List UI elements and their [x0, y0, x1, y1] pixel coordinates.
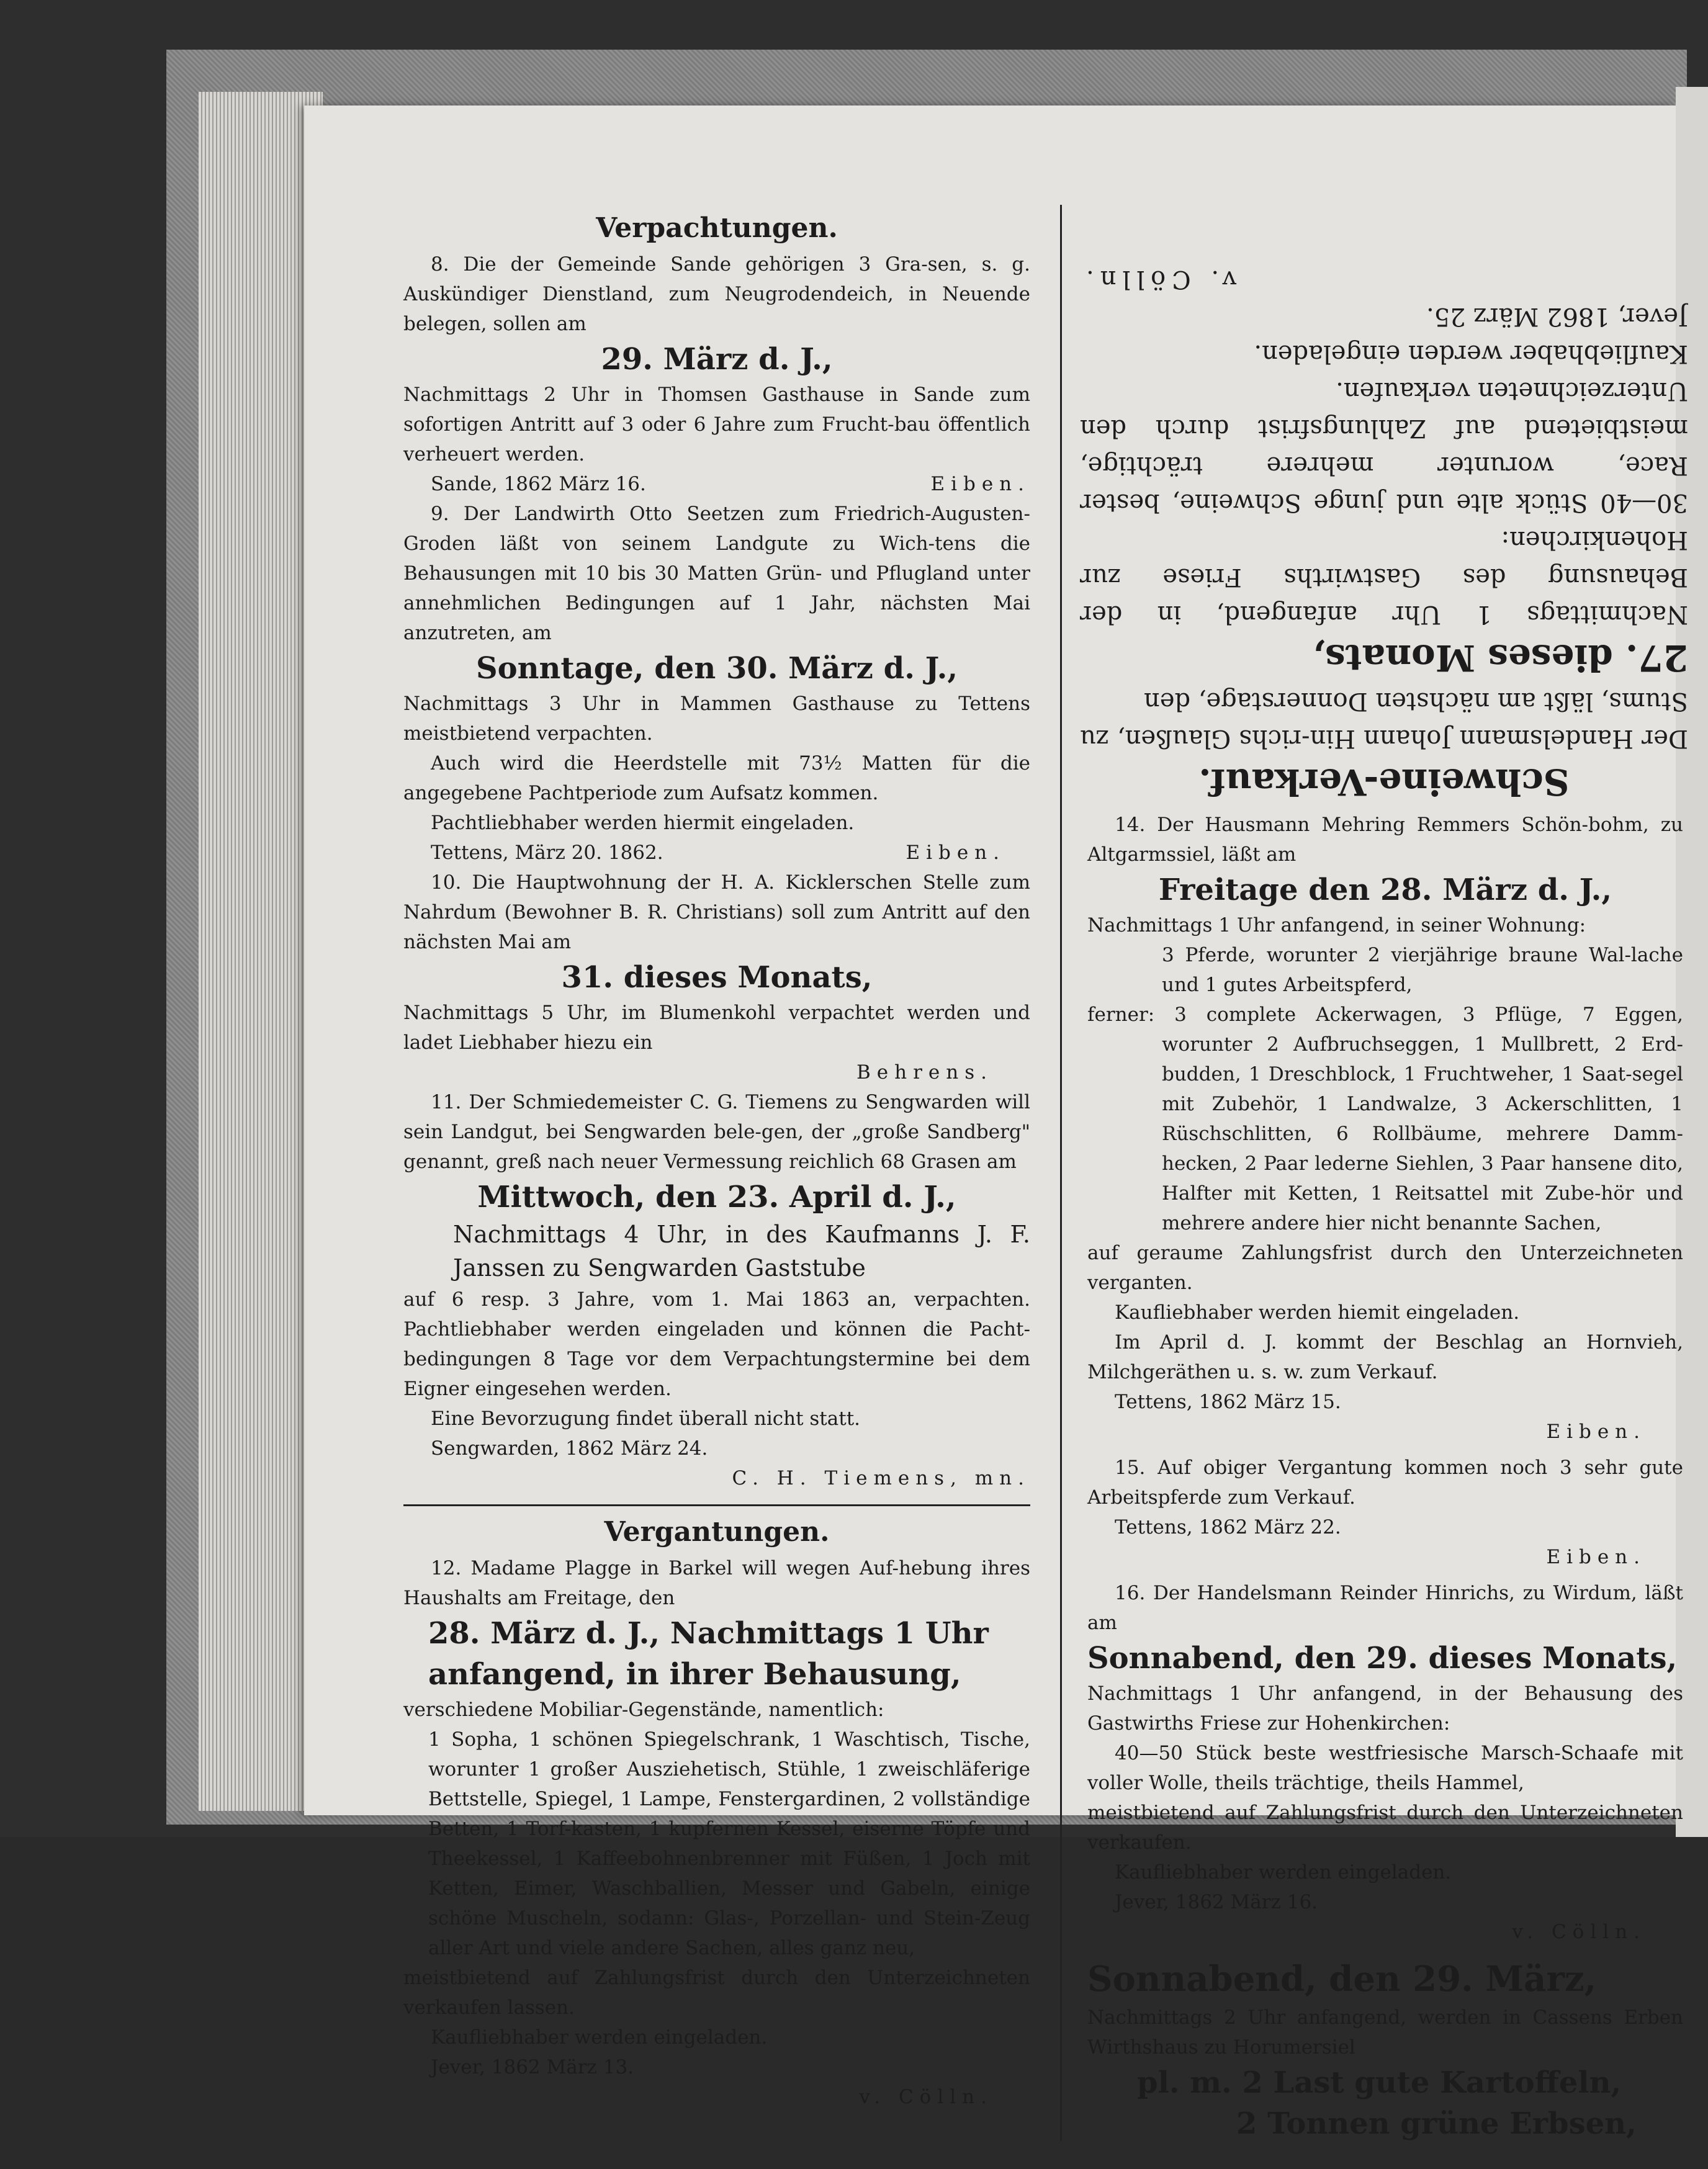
notice-14-time: Nachmittags 1 Uhr anfangend, in seiner Wohnung: [1087, 914, 1586, 936]
notice-8-place [403, 469, 1030, 499]
notice-8-body: 8. Die der Gemeinde Sande gehörigen 3 Gra-sen, s. g. Auskündiger Dienstland, zum Neugrodendeich, in Neuende belegen, sollen am [403, 253, 1030, 335]
notice-8-place-date: Sande, 1862 März 16. [431, 473, 646, 495]
notice-8-signature: Eiben. [930, 473, 1030, 495]
notice-17-potatoes: pl. m. 2 Last gute Kartoffeln, [1137, 2065, 1622, 2100]
flipped-place: Jever, 1862 März 25. [1426, 302, 1688, 331]
flipped-signature: v. Cölln. [1080, 265, 1237, 294]
notice-9-body: 9. Der Landwirth Otto Seetzen zum Friedrich-Augusten-Groden läßt von seinem Landgute zu Wich-tens die Behausungen mit 10 bis 30 Matten Grün- und Pflugland unter annehmlichen Bedingungen auf 1 Jahr, nächsten Mai anzutreten, am [403, 503, 1030, 644]
notice-12-place: Jever, 1862 März 13. [431, 2056, 634, 2078]
notice-15-signature: Eiben. [1546, 1546, 1646, 1568]
upside-down-notice [1080, 186, 1688, 807]
notice-16-date: Sonnabend, den 29. dieses Monats, [1087, 1641, 1678, 1676]
notice-15-place: Tettens, 1862 März 22. [1115, 1516, 1341, 1538]
right-column [1087, 810, 1683, 2144]
notice-9-details: Nachmittags 3 Uhr in Mammen Gasthause zu Tettens meistbietend verpachten. [403, 693, 1030, 745]
notice-8-date: 29. März d. J., [601, 342, 833, 377]
notice-12-terms: meistbietend auf Zahlungsfrist durch den Unterzeichneten verkaufen lassen. [403, 1967, 1030, 2019]
notice-10-date: 31. dieses Monats, [561, 960, 873, 995]
notice-12-invite: Kaufliebhaber werden eingeladen. [431, 2026, 768, 2049]
notice-17-date: Sonnabend, den 29. März, [1087, 1959, 1597, 2000]
section-heading-verpachtungen: Verpachtungen. [596, 212, 838, 244]
notice-11-note: Eine Bevorzugung findet überall nicht statt. [431, 1408, 861, 1430]
left-column [403, 205, 1030, 2112]
notice-17-details: Nachmittags 2 Uhr anfangend, werden in Cassens Erben Wirthshaus zu Horumersiel [1087, 2006, 1683, 2059]
column-rule [1060, 205, 1062, 2141]
notice-14-items: ferner: 3 complete Ackerwagen, 3 Pflüge, 7 Eggen, worunter 2 Aufbruchseggen, 1 Mullbrett, 2 Erd-budden, 1 Dreschblock, 1 Fruchtweher, 1 Saat-segel mit Zubehör, 1 Landwalze, 3 Ackerschlitten, 1 Rüschschlitten, 6 Rollbäume, mehrere Damm-hecken, 2 Paar lederne Siehlen, 3 Paar hansene dito, Halfter mit Ketten, 1 Reitsattel mit Zube-hör und mehrere andere hier nicht benannte Sachen, [1087, 1004, 1683, 1234]
notice-10-signature: Behrens. [856, 1061, 993, 1084]
notice-14-body: 14. Der Hausmann Mehring Remmers Schön-bohm, zu Altgarmssiel, läßt am [1087, 814, 1683, 866]
flipped-body: Der Handelsmann Johann Hin-richs Glaußen, zu Stums, läßt am nächsten Donnerstage, den [1080, 687, 1688, 753]
notice-16-invite: Kaufliebhaber werden eingeladen. [1115, 1861, 1452, 1884]
flipped-items: 30—40 Stück alte und junge Schweine, bester Race, worunter mehrere trächtige, meistbietend auf Zahlungsfrist durch den Unterzeichneten verkaufen. [1080, 377, 1688, 517]
notice-11-signature: C. H. Tiemens, mn. [732, 1467, 1030, 1489]
notice-12-date: 28. März d. J., Nachmittags 1 Uhr anfangend, in ihrer Behausung, [428, 1616, 989, 1692]
notice-10-body: 10. Die Hauptwohnung der H. A. Kicklerschen Stelle zum Nahrdum (Bewohner B. R. Christians) soll zum Antritt auf den nächsten Mai am [403, 871, 1030, 953]
notice-16-signature: v. Cölln. [1512, 1921, 1646, 1943]
notice-16-details: Nachmittags 1 Uhr anfangend, in der Behausung des Gastwirths Friese zur Hohenkirchen: [1087, 1682, 1683, 1735]
notice-11-body: 11. Der Schmiedemeister C. G. Tiemens zu Sengwarden will sein Landgut, bei Sengwarden bele-gen, der „große Sandberg" genannt, greß nach neuer Vermessung reichlich 68 Grasen am [403, 1091, 1030, 1173]
notice-15-body: 15. Auf obiger Vergantung kommen noch 3 sehr gute Arbeitspferde zum Verkauf. [1087, 1457, 1683, 1509]
notice-9-date: Sonntage, den 30. März d. J., [475, 651, 958, 686]
flipped-details: Nachmittags 1 Uhr anfangend, in der Behausung des Gastwirths Friese zur Hohenkirchen: [1080, 526, 1688, 629]
notice-9-place [403, 838, 1030, 868]
notice-9-extra: Auch wird die Heerdstelle mit 73½ Matten für die angegebene Pachtperiode zum Aufsatz kommen. [403, 752, 1030, 804]
notice-12-intro: verschiedene Mobiliar-Gegenstände, namentlich: [403, 1699, 884, 1721]
notice-14-signature: Eiben. [1546, 1421, 1646, 1443]
notice-14-note: Im April d. J. kommt der Beschlag an Hornvieh, Milchgeräthen u. s. w. zum Verkauf. [1087, 1331, 1683, 1383]
notice-9-invite: Pachtliebhaber werden hiermit eingeladen. [431, 812, 855, 834]
notice-16-body: 16. Der Handelsmann Reinder Hinrichs, zu Wirdum, läßt am [1087, 1582, 1683, 1634]
notice-14-date: Freitage den 28. März d. J., [1158, 873, 1612, 907]
notice-16-place: Jever, 1862 März 16. [1115, 1891, 1318, 1913]
notice-12-items: 1 Sopha, 1 schönen Spiegelschrank, 1 Waschtisch, Tische, worunter 1 großer Ausziehetisch, Stühle, 1 zweischläferige Bettstelle, Spiegel, 1 Lampe, Fenstergardinen, 2 vollständige Betten, 1 Torf-kasten, 1 kupfernen Kessel, eiserne Töpfe und Theekessel, 1 Kaffeebohnenbrenner mit Füßen, 1 Joch mit Ketten, Eimer, Waschballien, Messer und Gabeln, einige schöne Muscheln, sodann: Glas-, Porzellan- und Stein-Zeug aller Art und viele andere Sachen, alles ganz neu, [428, 1728, 1030, 1959]
flipped-heading: Schweine-Verkauf. [1198, 761, 1570, 803]
notice-14-invite: Kaufliebhaber werden hiemit eingeladen. [1115, 1301, 1520, 1324]
notice-9-place-date: Tettens, März 20. 1862. [431, 842, 663, 864]
notice-12-body: 12. Madame Plagge in Barkel will wegen Auf-hebung ihres Haushalts am Freitage, den [403, 1557, 1030, 1609]
section-heading-vergantungen: Vergantungen. [604, 1516, 830, 1548]
notice-11-time: Nachmittags 4 Uhr, in des Kaufmanns J. F. Janssen zu Sengwarden Gaststube [453, 1221, 1030, 1282]
notice-14-place: Tettens, 1862 März 15. [1115, 1391, 1341, 1413]
notice-8-details: Nachmittags 2 Uhr in Thomsen Gasthause in Sande zum sofortigen Antritt auf 3 oder 6 Jahre zum Frucht-bau öffentlich verheuert werden. [403, 384, 1030, 465]
notice-11-date: Mittwoch, den 23. April d. J., [477, 1180, 956, 1215]
notice-12-signature: v. Cölln. [859, 2086, 993, 2108]
notice-11-place: Sengwarden, 1862 März 24. [431, 1437, 708, 1460]
notice-14-terms: auf geraume Zahlungsfrist durch den Unterzeichneten verganten. [1087, 1242, 1683, 1294]
notice-11-details: auf 6 resp. 3 Jahre, vom 1. Mai 1863 an, verpachten. Pachtliebhaber werden eingeladen und können die Pacht-bedingungen 8 Tage vor dem Verpachtungstermine bei dem Eigner eingesehen werden. [403, 1288, 1030, 1400]
notice-16-terms: meistbietend auf Zahlungsfrist durch den Unterzeichneten verkaufen. [1087, 1802, 1683, 1854]
notice-10-details: Nachmittags 5 Uhr, im Blumenkohl verpachtet werden und ladet Liebhaber hiezu ein [403, 1002, 1030, 1054]
flipped-date: 27. dieses Monats, [1312, 637, 1688, 679]
flipped-invite: Kaufliebhaber werden eingeladen. [1254, 339, 1688, 368]
notice-16-items: 40—50 Stück beste westfriesische Marsch-Schaafe mit voller Wolle, theils trächtige, theils Hammel, [1087, 1742, 1683, 1794]
section-divider [403, 1504, 1030, 1506]
notice-17-peas: 2 Tonnen grüne Erbsen, [1236, 2106, 1637, 2141]
notice-9-signature: Eiben. [906, 842, 1005, 864]
notice-14-horses: 3 Pferde, worunter 2 vierjährige braune Wal-lache und 1 gutes Arbeitspferd, [1162, 944, 1683, 996]
